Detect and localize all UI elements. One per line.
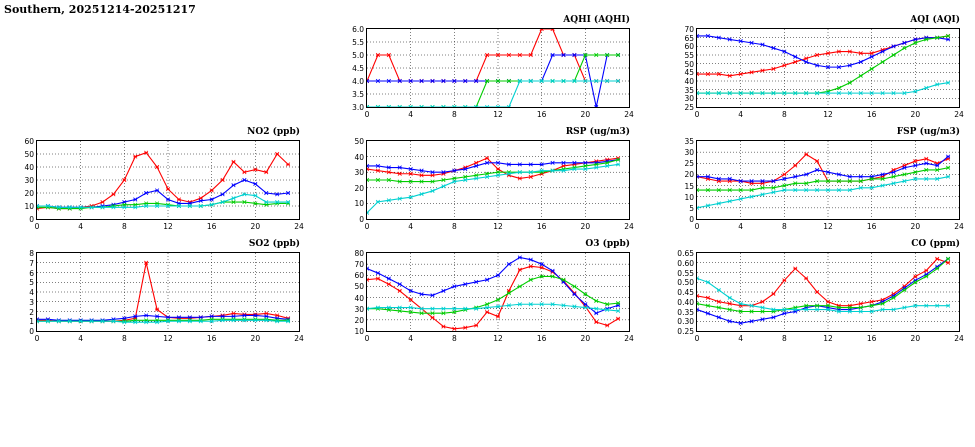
y-tick-label: 20 xyxy=(354,315,364,325)
chart-panel-aqi xyxy=(666,14,966,124)
x-tick-label: 8 xyxy=(781,222,787,231)
x-tick-label: 24 xyxy=(294,334,304,343)
x-tick-label: 8 xyxy=(121,222,127,231)
y-tick-label: 5.0 xyxy=(352,51,364,60)
chart-title-no2: NO2 (ppb) xyxy=(247,127,300,137)
y-tick-label: 30 xyxy=(354,304,364,314)
chart-panel-so2 xyxy=(6,238,306,348)
x-tick-label: 4 xyxy=(78,334,84,343)
x-tick-label: 20 xyxy=(250,222,261,231)
x-tick-label: 8 xyxy=(781,110,787,119)
x-tick-label: 24 xyxy=(624,110,634,119)
x-tick-label: 16 xyxy=(206,334,217,343)
y-tick-label: 40 xyxy=(684,77,694,86)
y-tick-label: 80 xyxy=(354,249,364,258)
chart-title-fsp: FSP (ug/m3) xyxy=(896,127,960,137)
y-tick-label: 70 xyxy=(684,25,694,34)
y-tick-label: 0 xyxy=(29,327,34,336)
chart-panel-rsp xyxy=(336,126,636,236)
x-tick-label: 12 xyxy=(163,334,173,343)
plot-area-aqi xyxy=(696,28,960,108)
y-tick-label: 25 xyxy=(684,159,694,169)
x-tick-label: 24 xyxy=(624,334,634,343)
y-tick-label: 40 xyxy=(354,152,364,162)
chart-panel-o3 xyxy=(336,238,636,348)
chart-title-aqi: AQI (AQI) xyxy=(910,15,960,25)
plot-area-co xyxy=(696,252,960,332)
y-tick-label: 65 xyxy=(684,33,694,43)
y-tick-label: 30 xyxy=(354,168,364,178)
x-tick-label: 20 xyxy=(580,334,591,343)
chart-panel-co xyxy=(666,238,966,348)
y-tick-label: 0.50 xyxy=(677,278,694,288)
x-tick-label: 24 xyxy=(624,222,634,231)
x-tick-label: 12 xyxy=(823,222,833,231)
chart-panel-fsp xyxy=(666,126,966,236)
y-tick-label: 70 xyxy=(354,260,364,270)
y-tick-label: 60 xyxy=(684,42,694,52)
x-tick-label: 16 xyxy=(536,222,547,231)
x-tick-label: 16 xyxy=(536,110,547,119)
x-tick-label: 8 xyxy=(451,334,457,343)
x-tick-label: 4 xyxy=(408,334,414,343)
x-tick-label: 4 xyxy=(738,334,744,343)
y-tick-label: 0.25 xyxy=(677,327,694,336)
y-tick-label: 55 xyxy=(684,51,694,60)
x-tick-label: 0 xyxy=(364,334,370,343)
x-tick-label: 8 xyxy=(781,334,787,343)
y-tick-label: 0.40 xyxy=(677,297,694,307)
y-tick-label: 0.65 xyxy=(677,249,694,258)
y-tick-label: 0.30 xyxy=(677,317,694,327)
x-tick-label: 24 xyxy=(294,222,304,231)
x-tick-label: 12 xyxy=(493,110,503,119)
y-tick-label: 1 xyxy=(29,317,34,327)
y-tick-label: 0 xyxy=(29,215,34,224)
y-tick-label: 20 xyxy=(24,189,34,198)
x-tick-label: 4 xyxy=(408,222,414,231)
x-tick-label: 20 xyxy=(910,110,921,119)
y-tick-label: 30 xyxy=(684,94,694,104)
y-tick-label: 35 xyxy=(684,137,694,146)
x-tick-label: 4 xyxy=(738,222,744,231)
y-tick-label: 10 xyxy=(684,192,694,202)
plot-area-so2 xyxy=(36,252,300,332)
x-tick-label: 12 xyxy=(823,334,833,343)
page-title: Southern, 20251214-20251217 xyxy=(4,3,196,16)
x-tick-label: 16 xyxy=(866,110,877,119)
x-tick-label: 0 xyxy=(34,222,40,231)
x-tick-label: 12 xyxy=(493,222,503,231)
y-tick-label: 0 xyxy=(689,215,694,224)
x-tick-label: 24 xyxy=(954,110,964,119)
x-tick-label: 24 xyxy=(954,334,964,343)
x-tick-label: 24 xyxy=(954,222,964,231)
x-tick-label: 20 xyxy=(910,334,921,343)
chart-panel-no2 xyxy=(6,126,306,236)
x-tick-label: 16 xyxy=(206,222,217,231)
y-tick-label: 0.45 xyxy=(677,288,694,297)
y-tick-label: 0.35 xyxy=(677,307,694,317)
y-tick-label: 4.0 xyxy=(352,77,364,86)
plot-area-o3 xyxy=(366,252,630,332)
x-tick-label: 20 xyxy=(580,110,591,119)
y-tick-label: 5.5 xyxy=(352,38,364,47)
plot-area-no2 xyxy=(36,140,300,220)
y-tick-label: 3.5 xyxy=(352,90,364,99)
x-tick-label: 0 xyxy=(364,222,370,231)
chart-title-rsp: RSP (ug/m3) xyxy=(565,127,630,137)
y-tick-label: 10 xyxy=(24,202,34,211)
y-tick-label: 0.55 xyxy=(677,268,694,278)
y-tick-label: 6.0 xyxy=(352,25,364,34)
y-tick-label: 3.0 xyxy=(352,103,364,112)
x-tick-label: 4 xyxy=(78,222,84,231)
y-tick-label: 60 xyxy=(354,271,364,281)
y-tick-label: 7 xyxy=(29,258,34,268)
x-tick-label: 16 xyxy=(536,334,547,343)
y-tick-label: 20 xyxy=(684,170,694,180)
x-tick-label: 0 xyxy=(364,110,370,119)
x-tick-label: 0 xyxy=(694,334,700,343)
y-tick-label: 50 xyxy=(24,150,34,159)
y-tick-label: 30 xyxy=(684,148,694,158)
x-tick-label: 12 xyxy=(493,334,503,343)
y-tick-label: 25 xyxy=(684,103,694,112)
y-tick-label: 2 xyxy=(29,307,34,317)
x-tick-label: 0 xyxy=(694,222,700,231)
x-tick-label: 8 xyxy=(121,334,127,343)
y-tick-label: 4 xyxy=(29,288,34,297)
x-tick-label: 16 xyxy=(866,334,877,343)
x-tick-label: 8 xyxy=(451,222,457,231)
y-tick-label: 0.60 xyxy=(677,258,694,268)
y-tick-label: 40 xyxy=(354,293,364,303)
x-tick-label: 20 xyxy=(250,334,261,343)
plot-area-rsp xyxy=(366,140,630,220)
chart-title-aqhi: AQHI (AQHI) xyxy=(563,15,630,25)
chart-title-so2: SO2 (ppb) xyxy=(248,239,300,249)
y-tick-label: 3 xyxy=(29,297,34,307)
y-tick-label: 50 xyxy=(684,59,694,69)
y-tick-label: 5 xyxy=(689,203,694,213)
y-tick-label: 5 xyxy=(29,278,34,288)
chart-title-o3: O3 (ppb) xyxy=(585,239,630,249)
y-tick-label: 40 xyxy=(24,163,34,172)
x-tick-label: 20 xyxy=(580,222,591,231)
x-tick-label: 4 xyxy=(408,110,414,119)
x-tick-label: 8 xyxy=(451,110,457,119)
y-tick-label: 60 xyxy=(24,137,34,146)
plot-area-aqhi xyxy=(366,28,630,108)
y-tick-label: 4.5 xyxy=(352,64,364,73)
chart-panel-aqhi xyxy=(336,14,636,124)
y-tick-label: 35 xyxy=(684,85,694,95)
x-tick-label: 16 xyxy=(866,222,877,231)
x-tick-label: 12 xyxy=(163,222,173,231)
y-tick-label: 10 xyxy=(354,327,364,336)
x-tick-label: 4 xyxy=(738,110,744,119)
x-tick-label: 20 xyxy=(910,222,921,231)
x-tick-label: 12 xyxy=(823,110,833,119)
y-tick-label: 0 xyxy=(359,215,364,224)
x-tick-label: 0 xyxy=(694,110,700,119)
y-tick-label: 10 xyxy=(354,199,364,209)
y-tick-label: 15 xyxy=(684,181,694,191)
y-tick-label: 45 xyxy=(684,68,694,78)
chart-title-co: CO (ppm) xyxy=(911,239,960,249)
y-tick-label: 20 xyxy=(354,183,364,193)
y-tick-label: 50 xyxy=(354,137,364,146)
y-tick-label: 50 xyxy=(354,282,364,292)
plot-area-fsp xyxy=(696,140,960,220)
x-tick-label: 0 xyxy=(34,334,40,343)
y-tick-label: 30 xyxy=(24,176,34,185)
y-tick-label: 8 xyxy=(29,249,34,258)
y-tick-label: 6 xyxy=(29,268,34,278)
